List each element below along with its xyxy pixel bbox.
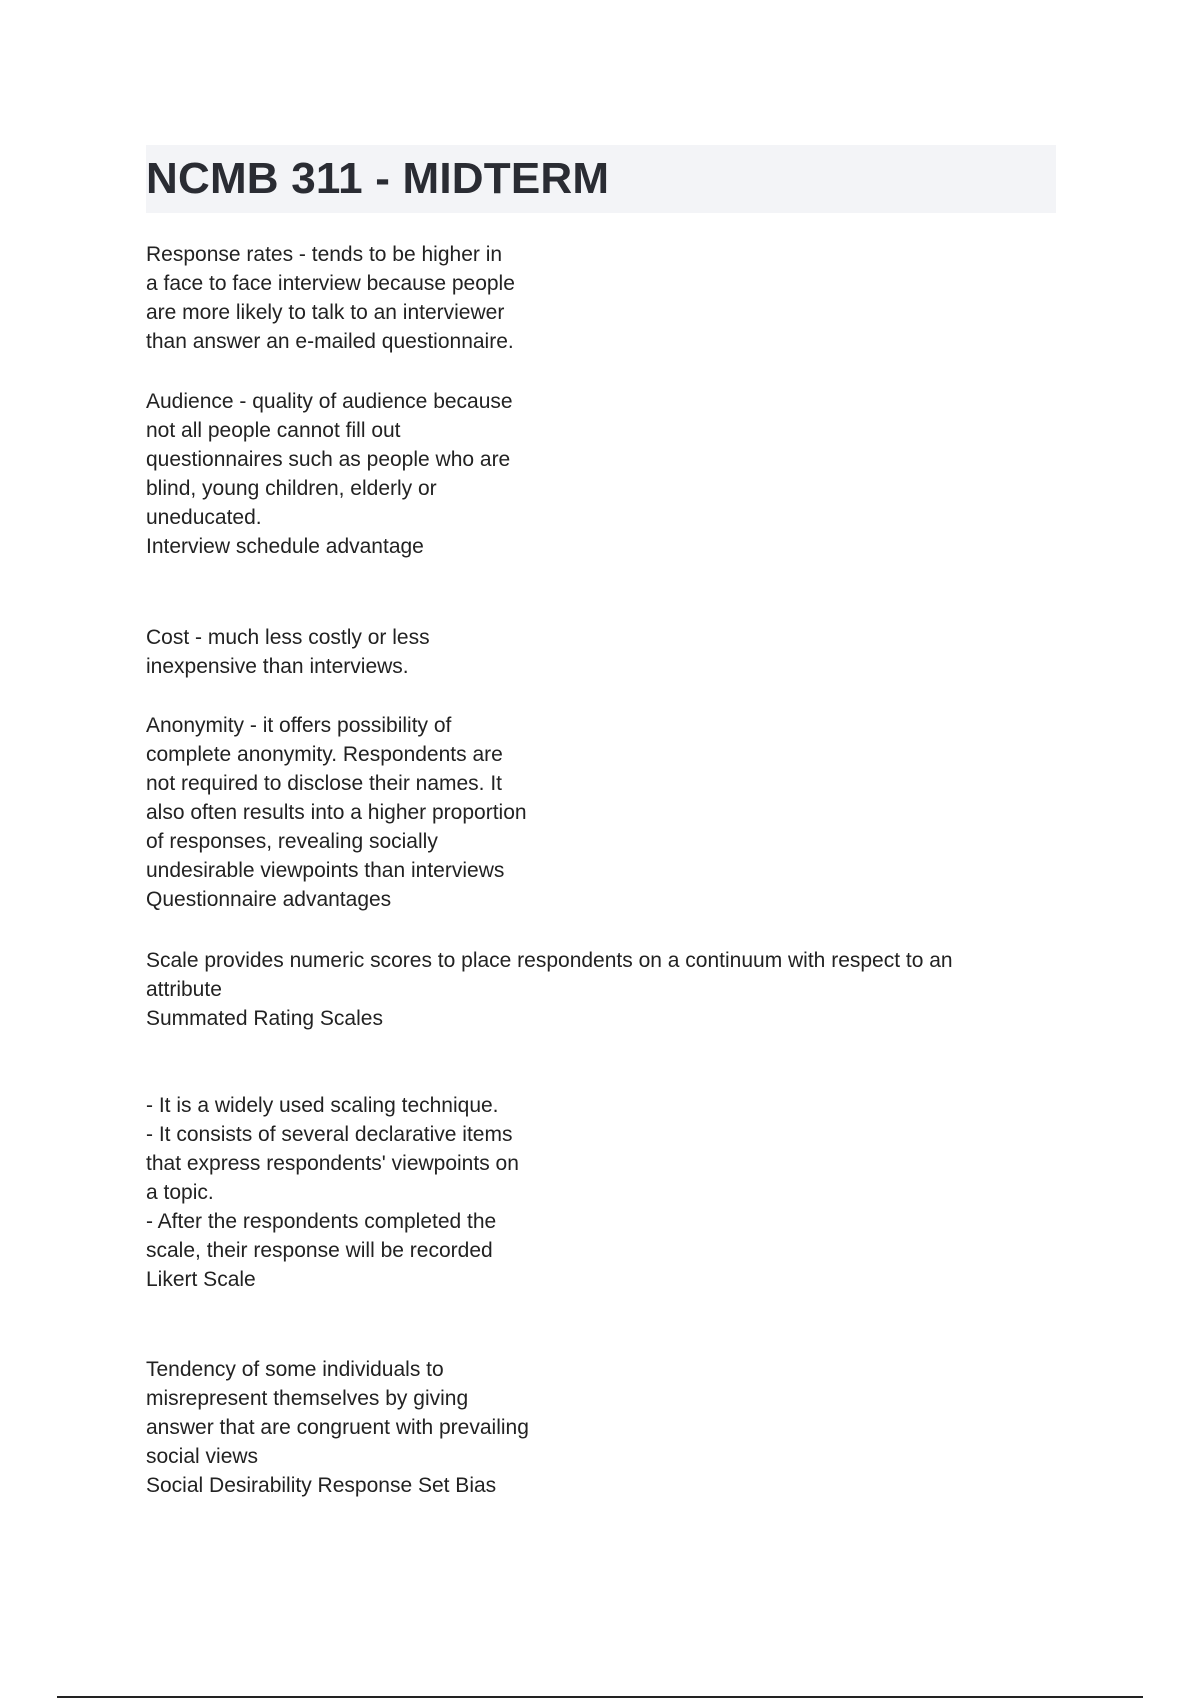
card-line: undesirable viewpoints than interviews [146,859,505,882]
card-answer: Social Desirability Response Set Bias [146,1474,497,1497]
flashcard-audience [146,387,586,561]
title-banner [146,145,1056,213]
flashcard-scale [146,946,1056,1033]
card-answer: Summated Rating Scales [146,1007,383,1030]
card-line: complete anonymity. Respondents are [146,743,503,766]
card-line: misrepresent themselves by giving [146,1387,469,1410]
card-answer: Interview schedule advantage [146,535,424,558]
flashcard-likert [146,1091,586,1294]
footer-divider [57,1696,1143,1698]
card-line: questionnaires such as people who are [146,448,511,471]
card-line: blind, young children, elderly or [146,477,437,500]
card-line: social views [146,1445,259,1468]
card-line: answer that are congruent with prevailing [146,1416,529,1439]
card-line: Response rates - tends to be higher in [146,243,503,266]
flashcard-cost [146,623,586,681]
card-line: - After the respondents completed the [146,1210,497,1233]
card-line: uneducated. [146,506,262,529]
card-line: Cost - much less costly or less [146,626,430,649]
card-line: than answer an e-mailed questionnaire. [146,330,514,353]
flashcard-social-desirability [146,1355,586,1500]
card-line: also often results into a higher proportion [146,801,527,824]
flashcard-response-rates [146,240,586,356]
card-line: inexpensive than interviews. [146,655,409,678]
card-line: not all people cannot fill out [146,419,401,442]
flashcard-anonymity [146,711,586,914]
card-line: a face to face interview because people [146,272,515,295]
card-line: scale, their response will be recorded [146,1239,493,1262]
card-answer: Likert Scale [146,1268,256,1291]
card-line: Anonymity - it offers possibility of [146,714,452,737]
card-line: a topic. [146,1181,214,1204]
card-line: are more likely to talk to an interviewer [146,301,505,324]
card-line: Audience - quality of audience because [146,390,513,413]
card-answer: Questionnaire advantages [146,888,392,911]
card-line: - It is a widely used scaling technique. [146,1094,499,1117]
card-line: not required to disclose their names. It [146,772,503,795]
card-line: that express respondents' viewpoints on [146,1152,519,1175]
page-title: NCMB 311 - MIDTERM [146,154,610,203]
card-line: Scale provides numeric scores to place respondents on a continuum with respect to an [146,949,953,972]
card-line: - It consists of several declarative items [146,1123,513,1146]
card-line: Tendency of some individuals to [146,1358,444,1381]
card-line: of responses, revealing socially [146,830,438,853]
card-line: attribute [146,978,222,1001]
